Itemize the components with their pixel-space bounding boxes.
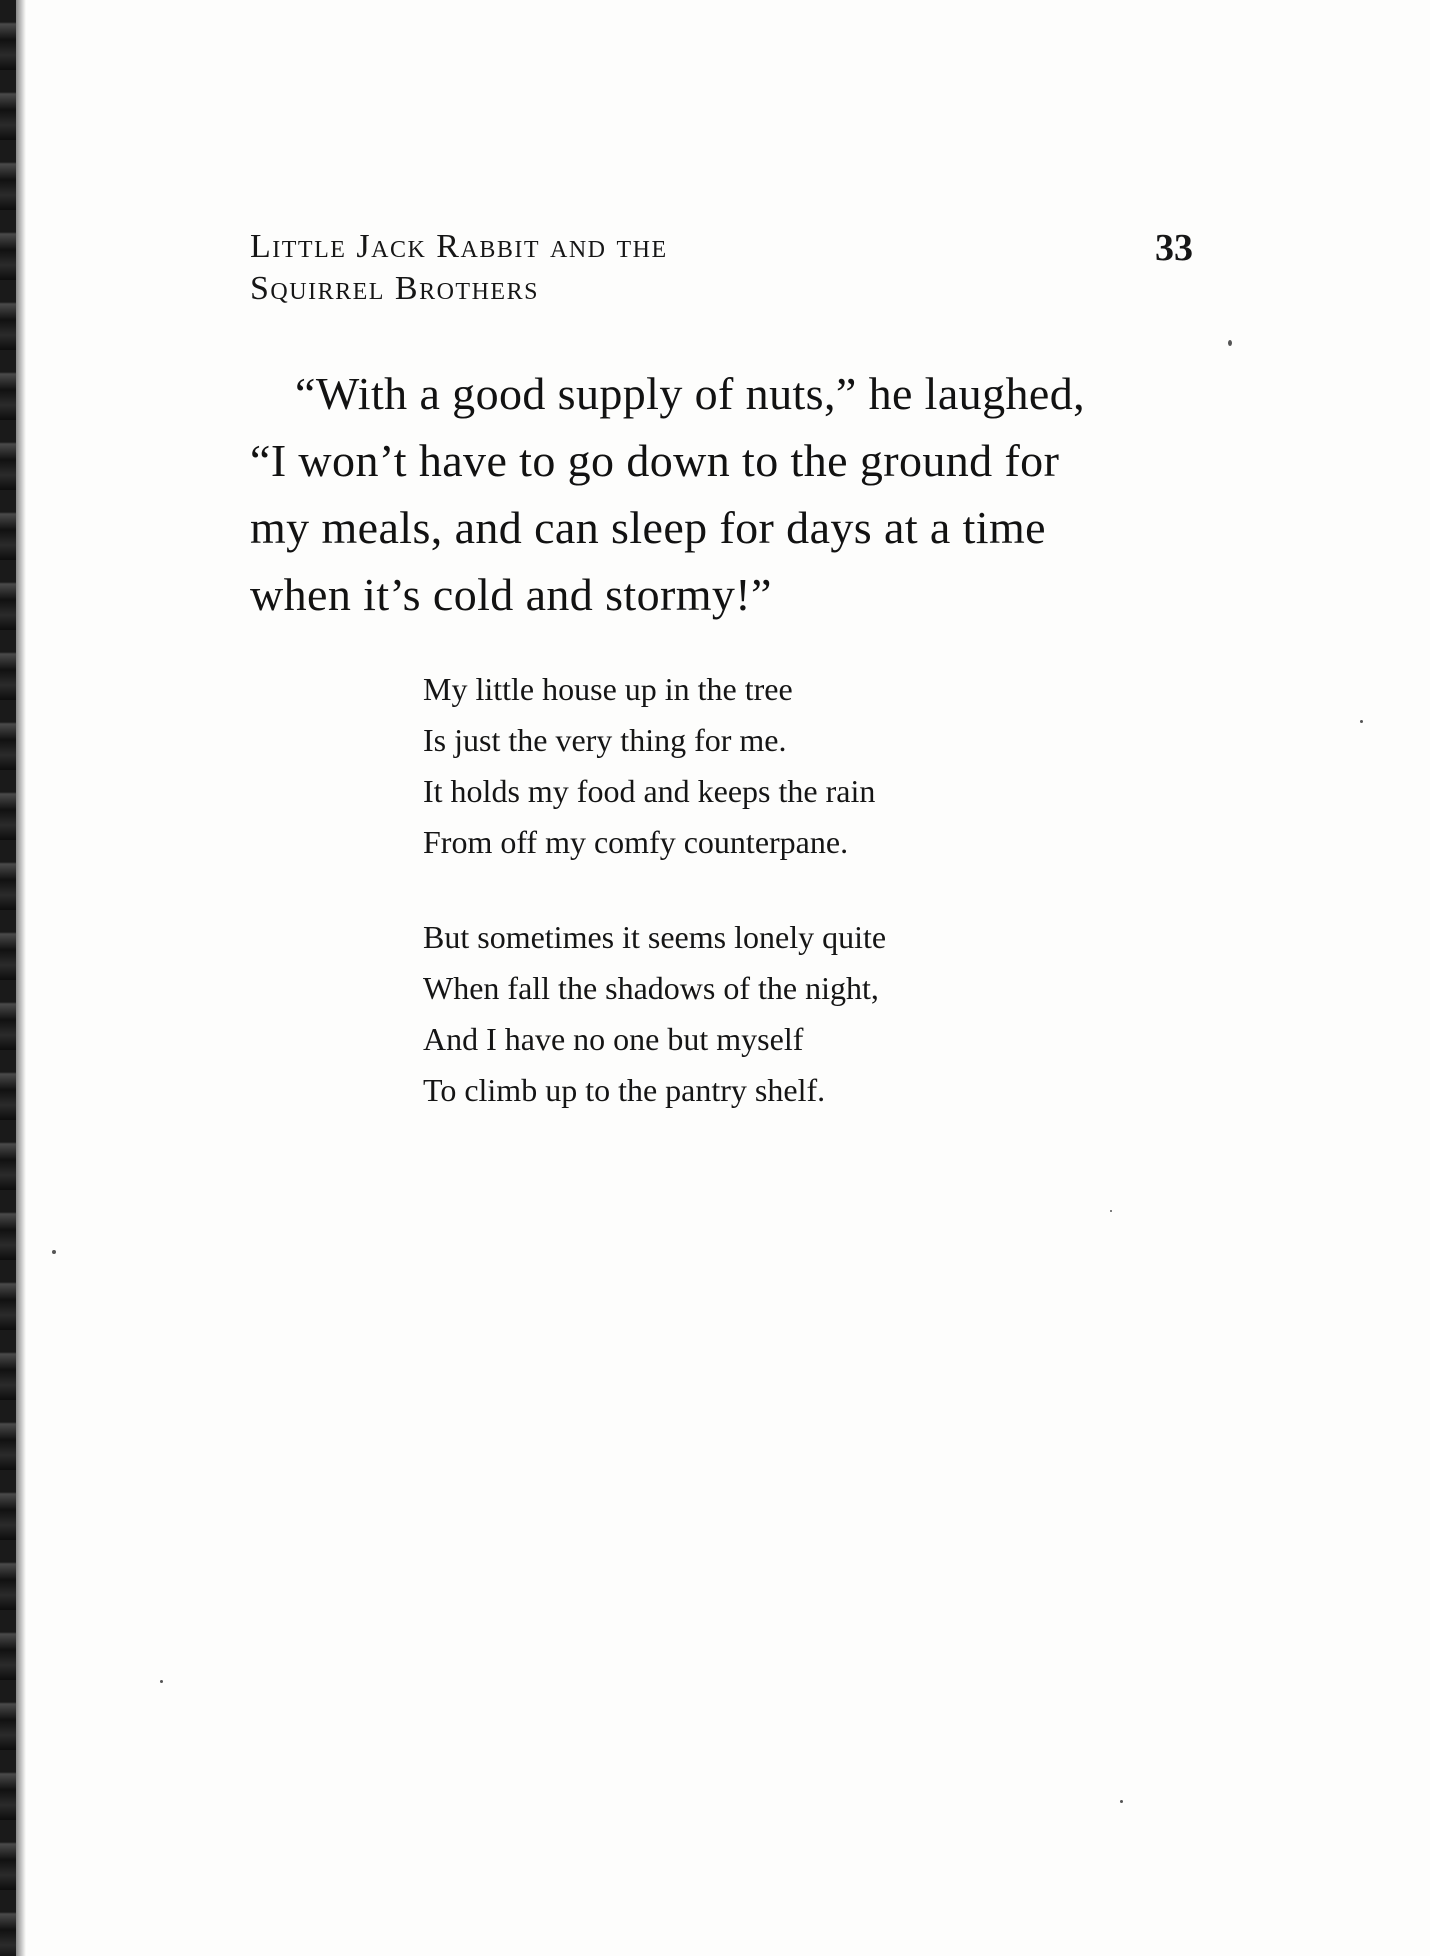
prose-line: when it’s cold and stormy!” [250, 569, 772, 620]
scan-binding-shadow [16, 0, 26, 1956]
scan-speck [1360, 720, 1363, 723]
poem-stanza-2 [423, 912, 1223, 1116]
running-title [250, 226, 1250, 310]
scan-speck [1228, 340, 1232, 346]
running-title-line-1: Little Jack Rabbit and the [250, 228, 668, 265]
poem-verse: From off my comfy counterpane. [423, 824, 849, 860]
prose-line: “With a good supply of nuts,” he laughed, [295, 368, 1085, 419]
page-number: 33 [1155, 227, 1193, 269]
scan-speck [160, 1680, 163, 1683]
scan-binding-edge [0, 0, 16, 1956]
poem-verse: When fall the shadows of the night, [423, 970, 879, 1006]
poem-stanza-1 [423, 664, 1223, 868]
scan-speck [1120, 1800, 1123, 1803]
poem-verse: My little house up in the tree [423, 671, 793, 707]
poem-verse: Is just the very thing for me. [423, 722, 787, 758]
prose-line: my meals, and can sleep for days at a time [250, 502, 1046, 553]
paragraph-continuation [250, 427, 1230, 628]
scan-speck [52, 1250, 56, 1254]
scan-speck [1110, 1210, 1112, 1212]
prose-paragraph [250, 360, 1230, 628]
poem-verse: And I have no one but myself [423, 1021, 804, 1057]
paragraph [250, 360, 1230, 427]
poem-verse: To climb up to the pantry shelf. [423, 1072, 826, 1108]
prose-line: “I won’t have to go down to the ground for [250, 435, 1060, 486]
running-head [250, 226, 1250, 310]
running-title-line-2: Squirrel Brothers [250, 270, 539, 307]
poem-verse: But sometimes it seems lonely quite [423, 919, 887, 955]
poem-verse: It holds my food and keeps the rain [423, 773, 876, 809]
